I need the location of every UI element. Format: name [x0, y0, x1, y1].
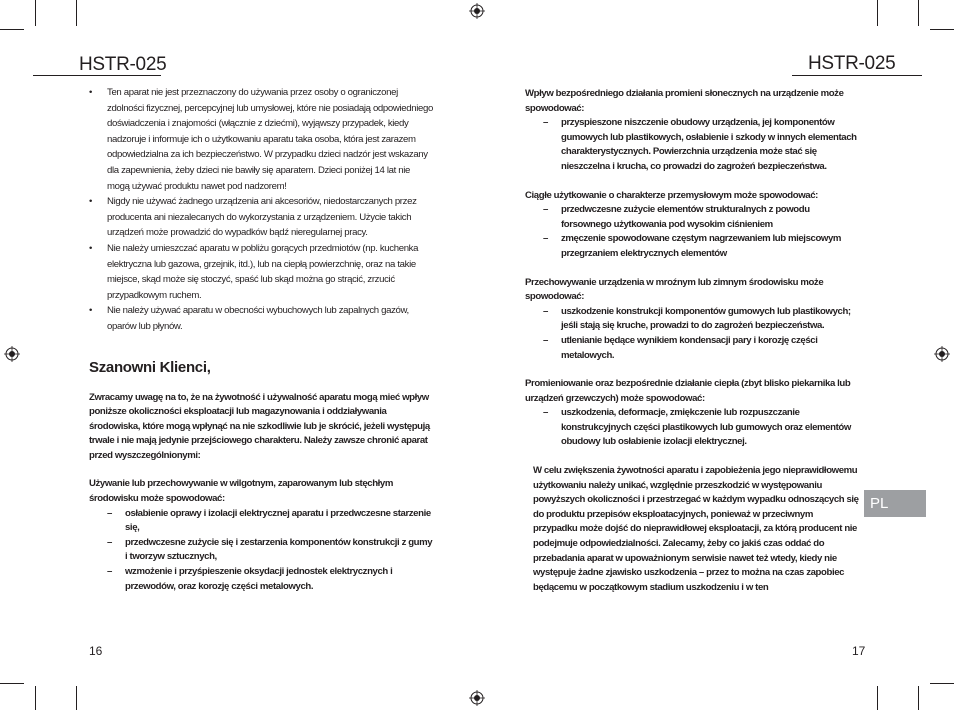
closing-paragraph: W celu zwiększenia żywotności aparatu i zapobieżenia jego nieprawidłowemu użytkowaniu należy unikać, względnie przeszkodzić w występowaniu powyższych okoliczności i przestrzegać w każdym wypadku odnoszących się do produktu przepisów eksploatacyjnych, ponieważ w przeciwnym przypadku może dojść do nieprawidłowej eksploatacji, za którą producent nie podejmuje odpowiedzialności. Zalecamy, żeby co jakiś czas oddać do przebadania aparat w upoważnionym serwisie nawet też wtedy, kiedy nie występuje żadne zjawisko uszkodzenia – przez to można na czas zapobiec będącemu w początkowym stadium uszkodzeniu i w ten [533, 465, 859, 593]
header-rule-left [33, 75, 161, 76]
crop-mark [35, 0, 36, 26]
registration-mark-icon [469, 690, 485, 706]
list-item: – uszkodzenie konstrukcji komponentów gumowych lub plastikowych; jeśli stają się kruche, prowadzi to do zagrożeń bezpieczeństwa. [543, 305, 851, 332]
page-number-right: 17 [852, 644, 866, 658]
registration-mark-icon [469, 3, 485, 19]
heat-title: Promieniowanie oraz bezpośrednie działanie ciepła (zbyt blisko piekarnika lub urządzeń grzewczych) może spowodować: [525, 378, 851, 404]
list-item: – zmęczenie spowodowane częstym nagrzewaniem lub miejscowym przegrzaniem elektrycznych elementów [543, 233, 842, 259]
intro-paragraph: Zwracamy uwagę na to, że na żywotność i używalność aparatu mogą mieć wpływ poniższe okoliczności eksploatacji lub magazynowania i oddziaływania środowiska, które mogą wpłynąć na nie szkodliwie lub je skrócić, jeżeli występują trwale i nie mają jedynie przejściowego charakteru. Należy zawsze chronić aparat przed wyszczególnionymi: [89, 391, 430, 461]
list-item: • Nigdy nie używać żadnego urządzenia ani akcesoriów, niedostarczanych przez producenta ani niezalecanych do wykorzystania z urządzeniem. Użycie takich urządzeń może prowadzić do wypadków bądź nieregularnej pracy. [89, 194, 433, 241]
crop-mark [930, 683, 954, 684]
crop-mark [877, 686, 878, 710]
model-name-left: HSTR-025 [79, 54, 167, 75]
language-tab [864, 490, 926, 517]
list-item: – uszkodzenia, deformacje, zmiękczenie lub rozpuszczanie konstrukcyjnych części plastikowych lub gumowych oraz elementów obudowy lub osłabienie izolacji elektrycznej. [543, 407, 851, 448]
industrial-list [525, 203, 859, 261]
sun-list [525, 116, 859, 174]
crop-mark [76, 686, 77, 710]
registration-mark-icon [934, 346, 950, 362]
list-item: • Nie należy umieszczać aparatu w pobliżu gorących przedmiotów (np. kuchenka elektryczna lub gazowa, grzejnik, itd.), lub na ciepłą powierzchnię, oraz na takie miejsce, skąd może się stoczyć, spaść lub skąd można go strącić, zrzucić przypadkowym ruchem. [89, 241, 433, 303]
header-rule-right [792, 75, 922, 76]
list-item: • Nie należy używać aparatu w obecności wybuchowych lub zapalnych gazów, oparów lub płynów. [89, 303, 433, 334]
page-number-left: 16 [89, 644, 103, 658]
heat-list [525, 406, 859, 450]
list-item: – przyspieszone niszczenie obudowy urządzenia, jej komponentów gumowych lub plastikowych, osłabienie i szkody w innych elementach charakterystycznych. Powierzchnia urządzenia może stać się nieszczelna i krucha, co prowadzi do zagrożeń bezpieczeństwa. [543, 117, 857, 172]
section-heading: Szanowni Klienci, [89, 358, 211, 376]
crop-mark [918, 0, 919, 26]
crop-mark [76, 0, 77, 26]
frost-title: Przechowywanie urządzenia w mroźnym lub zimnym środowisku może spowodować: [525, 276, 824, 303]
list-item: – utlenianie będące wynikiem kondensacji pary i korozję części metalowych. [543, 334, 818, 361]
humid-title: Używanie lub przechowywanie w wilgotnym, zaparowanym lub stęchłym środowisku może spowodować: [89, 478, 393, 505]
list-item: – przedwczesne zużycie elementów strukturalnych z powodu forsownego użytkowania pod wysokim ciśnieniem [543, 204, 810, 230]
frost-list [525, 305, 859, 363]
model-name-right: HSTR-025 [808, 53, 896, 74]
list-item: – przedwczesne zużycie się i zestarzenia komponentów konstrukcji z gumy i tworzyw sztucznych, [107, 536, 433, 563]
crop-mark [0, 683, 24, 684]
humid-list [89, 507, 433, 595]
crop-mark [918, 686, 919, 710]
crop-mark [930, 29, 954, 30]
list-item: – osłabienie oprawy i izolacji elektrycznej aparatu i przedwczesne starzenie się, [107, 507, 431, 534]
industrial-title: Ciągłe użytkowanie o charakterze przemysłowym może spowodować: [525, 189, 818, 201]
list-item: • Ten aparat nie jest przeznaczony do używania przez osoby o ograniczonej zdolności fizycznej, percepcyjnej lub umysłowej, które nie posiadają odpowiedniego doświadczenia i znajomości (włącznie z dziećmi), wyjąwszy przypadek, kiedy nadzoruje i informuje ich o użytkowaniu aparatu taka osoba, która jest zarazem odpowiedzialna za ich bezpieczeństwo. W przypadku dzieci nadzór jest wskazany dla zapewnienia, żeby dzieci nie bawiły się aparatem. Dzieci poniżej 14 lat nie mogą używać produktu nawet pod nadzorem! [89, 85, 433, 194]
list-item: – wzmożenie i przyśpieszenie oksydacji jednostek elektrycznych i przewodów, oraz korozję części metalowych. [107, 566, 393, 592]
safety-bullet-list [89, 85, 433, 335]
crop-mark [0, 29, 24, 30]
right-page-content [525, 87, 859, 595]
registration-mark-icon [4, 346, 20, 362]
left-page-content [89, 85, 433, 594]
sun-title: Wpływ bezpośredniego działania promieni słonecznych na urządzenie może spowodować: [525, 88, 844, 114]
language-tab-label: PL [870, 495, 889, 512]
crop-mark [877, 0, 878, 26]
crop-mark [35, 686, 36, 710]
